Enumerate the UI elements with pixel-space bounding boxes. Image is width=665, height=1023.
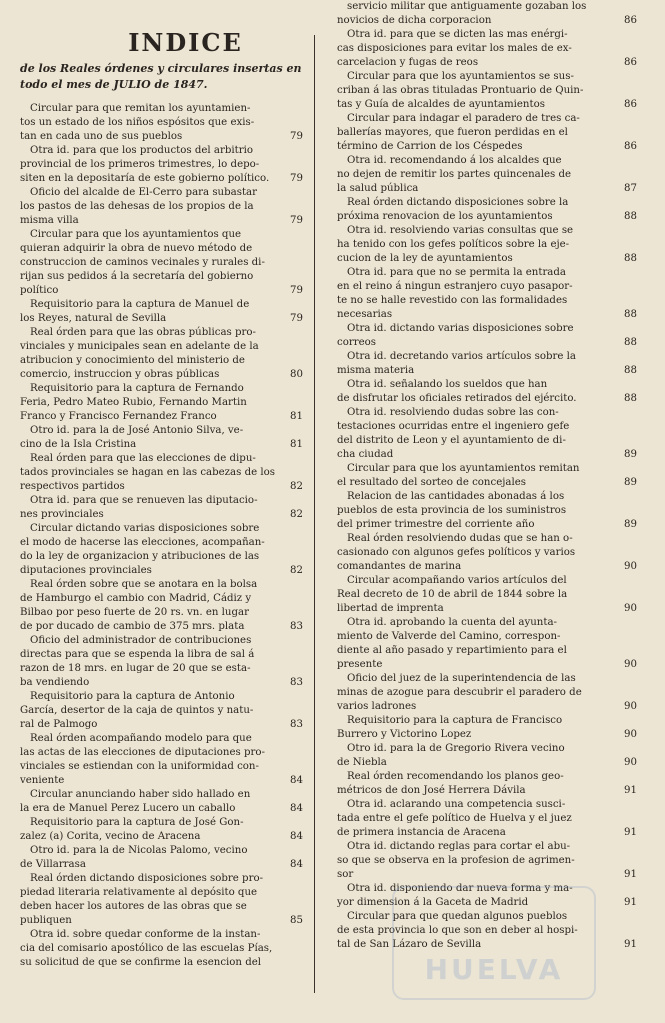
- entry-page-number: 89: [624, 519, 637, 530]
- column-divider: [314, 35, 315, 993]
- index-entry: [20, 690, 303, 732]
- index-entry: [337, 112, 637, 154]
- entry-page-number: 84: [290, 775, 303, 786]
- entry-page-number: 91: [624, 827, 637, 838]
- entry-description: Otra id. para que se dicten las mas enérgi- cas disposiciones para evitar los males de ex- carcelacion y fugas de reos: [337, 29, 572, 68]
- index-entry: [20, 186, 303, 228]
- entry-page-number: 91: [624, 939, 637, 950]
- index-entry: [337, 70, 637, 112]
- index-entry: [20, 452, 303, 494]
- right-column: [337, 0, 637, 952]
- index-entry: [337, 350, 637, 378]
- entry-page-number: 91: [624, 869, 637, 880]
- entry-page-number: 86: [624, 141, 637, 152]
- entry-description: Otra id. para que se renueven las diputacio- nes provinciales: [20, 495, 258, 520]
- entry-page-number: 84: [290, 803, 303, 814]
- index-entry: [337, 266, 637, 322]
- index-entry: [20, 102, 303, 144]
- entry-page-number: 79: [290, 313, 303, 324]
- index-entry: [20, 144, 303, 186]
- entry-page-number: 90: [624, 659, 637, 670]
- index-entry: [337, 616, 637, 672]
- entry-page-number: 81: [290, 411, 303, 422]
- entry-page-number: 88: [624, 365, 637, 376]
- index-entry: [337, 406, 637, 462]
- index-entry: [20, 928, 303, 970]
- entry-page-number: 84: [290, 831, 303, 842]
- archive-stamp-text: HUELVA: [424, 953, 564, 986]
- entry-page-number: 86: [624, 57, 637, 68]
- entry-page-number: 90: [624, 729, 637, 740]
- entry-description: Real órden para que las obras públicas pro- vinciales y municipales sean en adelante de la atribucion y conocimiento del ministerio de comercio, instruccion y obras públicas: [20, 327, 259, 380]
- entry-page-number: 83: [290, 677, 303, 688]
- index-entry: [337, 798, 637, 840]
- entry-page-number: 86: [624, 99, 637, 110]
- index-entry: [20, 788, 303, 816]
- entry-description: Requisitorio para la captura de Antonio García, desertor de la caja de quintos y natu- ral de Palmogo: [20, 691, 254, 730]
- index-entry: [20, 578, 303, 634]
- index-entry: [20, 494, 303, 522]
- entry-page-number: 85: [290, 915, 303, 926]
- entry-page-number: 79: [290, 173, 303, 184]
- index-entry: [20, 872, 303, 928]
- entry-description: Circular para que los ayuntamientos que quieran adquirir la obra de nuevo método de construccion de caminos vecinales y rurales di- rijan sus pedidos á la secretaría del gobierno político: [20, 229, 265, 296]
- entry-page-number: 88: [624, 253, 637, 264]
- index-entry: [20, 424, 303, 452]
- entry-page-number: 90: [624, 757, 637, 768]
- entry-description: Circular para que los ayuntamientos se sus- criban á las obras tituladas Prontuario de Quin- tas y Guía de alcaldes de ayuntamientos: [337, 71, 584, 110]
- entry-description: Otra id. disponiendo dar nueva forma y ma- yor dimension á la Gaceta de Madrid: [337, 883, 573, 908]
- entry-description: Real órden resolviendo dudas que se han o- casionado con algunos gefes políticos y varios comandantes de marina: [337, 533, 576, 572]
- index-entry: [337, 490, 637, 532]
- entry-description: Circular para que quedan algunos pueblos de esta provincia lo que son en deber al hospi- tal de San Lázaro de Sevilla: [337, 911, 578, 950]
- index-entry: [20, 298, 303, 326]
- index-entry: [337, 224, 637, 266]
- index-entry: [337, 532, 637, 574]
- entry-page-number: 91: [624, 897, 637, 908]
- index-entry: [337, 196, 637, 224]
- entry-description: Real órden recomendando los planos geo- métricos de don José Herrera Dávila: [337, 771, 564, 796]
- entry-page-number: 80: [290, 369, 303, 380]
- entry-description: Otro id. para la de José Antonio Silva, ve- cino de la Isla Cristina: [20, 425, 244, 450]
- entry-description: Otra id. señalando los sueldos que han de disfrutar los oficiales retirados del ejército.: [337, 379, 577, 404]
- entry-description: Otra id. para que los productos del arbitrio provincial de los primeros trimestres, lo depo- siten en la depositaría de este gobierno político.: [20, 145, 270, 184]
- entry-page-number: 89: [624, 449, 637, 460]
- index-entry: [20, 228, 303, 298]
- index-entry: [337, 28, 637, 70]
- entry-description: Circular acompañando varios artículos del Real decreto de 10 de abril de 1844 sobre la libertad de imprenta: [337, 575, 568, 614]
- entry-page-number: 83: [290, 719, 303, 730]
- entry-description: Circular para que remitan los ayuntamien- tos un estado de los niños espósitos que exis- tan en cada uno de sus pueblos: [20, 103, 255, 142]
- index-entry: [20, 816, 303, 844]
- index-entry: [337, 0, 637, 28]
- entry-description: Otro id. para la de Gregorio Rivera vecino de Niebla: [337, 743, 565, 768]
- index-entry: [337, 770, 637, 798]
- entry-description: Otra id. para que no se permita la entrada en el reino á ningun estranjero cuyo pasapor- te no se halle revestido con las formalidades necesarias: [337, 267, 573, 320]
- entry-description: Real órden sobre que se anotara en la bolsa de Hamburgo el cambio con Madrid, Cádiz y Bilbao por peso fuerte de 20 rs. vn. en lugar de por ducado de cambio de 375 mrs. plata: [20, 579, 258, 632]
- index-entry: [20, 382, 303, 424]
- entry-description: Otra id. aclarando una competencia susci- tada entre el gefe político de Huelva y el juez de primera instancia de Aracena: [337, 799, 572, 838]
- entry-description: Circular anunciando haber sido hallado en la era de Manuel Perez Lucero un caballo: [20, 789, 251, 814]
- index-entry: [20, 326, 303, 382]
- entry-page-number: 87: [624, 183, 637, 194]
- entry-page-number: 88: [624, 211, 637, 222]
- entry-page-number: 89: [624, 477, 637, 488]
- index-title: INDICE: [128, 28, 243, 57]
- archive-stamp: [392, 886, 596, 1000]
- index-entry: [337, 742, 637, 770]
- entry-page-number: 82: [290, 509, 303, 520]
- entry-description: Otra id. dictando varias disposiciones sobre correos: [337, 323, 574, 348]
- entry-description: Relacion de las cantidades abonadas á los pueblos de esta provincia de los suministros del primer trimestre del corriente año: [337, 491, 567, 530]
- index-entry: [337, 840, 637, 882]
- index-entry: [337, 714, 637, 742]
- entry-description: Otra id. recomendando á los alcaldes que no dejen de remitir los partes quincenales de la salud pública: [337, 155, 572, 194]
- entry-description: Otro id. para la de Nicolas Palomo, vecino de Villarrasa: [20, 845, 248, 870]
- entry-page-number: 82: [290, 565, 303, 576]
- entry-description: Requisitorio para la captura de José Gon- zalez (a) Corita, vecino de Aracena: [20, 817, 244, 842]
- entry-page-number: 88: [624, 309, 637, 320]
- entry-description: Circular para que los ayuntamientos remitan el resultado del sorteo de concejales: [337, 463, 580, 488]
- entry-page-number: 90: [624, 603, 637, 614]
- entry-page-number: 88: [624, 337, 637, 348]
- entry-description: Circular dictando varias disposiciones sobre el modo de hacerse las elecciones, acompañan- do la ley de organizacion y atribuciones de las diputaciones provinciales: [20, 523, 265, 576]
- entry-page-number: 82: [290, 481, 303, 492]
- entry-page-number: 84: [290, 859, 303, 870]
- left-column: [20, 0, 303, 970]
- entry-description: Otra id. resolviendo dudas sobre las con- testaciones ocurridas entre el ingeniero gefe del distrito de Leon y el ayuntamiento de di- cha ciudad: [337, 407, 570, 460]
- entry-page-number: 90: [624, 561, 637, 572]
- index-entry: [337, 462, 637, 490]
- entry-description: Real órden dictando disposiciones sobre la próxima renovacion de los ayuntamientos: [337, 197, 569, 222]
- index-entry: [337, 154, 637, 196]
- entry-page-number: 91: [624, 785, 637, 796]
- index-entry: [20, 732, 303, 788]
- entry-page-number: 79: [290, 131, 303, 142]
- entry-page-number: 79: [290, 215, 303, 226]
- index-entry: [20, 522, 303, 578]
- left-entry-list: [20, 102, 303, 970]
- index-entry: [337, 378, 637, 406]
- entry-page-number: 83: [290, 621, 303, 632]
- entry-page-number: 88: [624, 393, 637, 404]
- entry-description: Otra id. decretando varios artículos sobre la misma materia: [337, 351, 576, 376]
- right-entry-list: [337, 0, 637, 952]
- index-subtitle: de los Reales órdenes y circulares insertas en todo el mes de JULIO de 1847.: [20, 62, 302, 91]
- entry-description: Circular para indagar el paradero de tres ca- ballerías mayores, que fueron perdidas en el término de Carrion de los Céspedes: [337, 113, 580, 152]
- index-entry: [337, 322, 637, 350]
- entry-description: Otra id. dictando reglas para cortar el abu- so que se observa en la profesion de agrimen- sor: [337, 841, 575, 880]
- entry-description: Otra id. resolviendo varias consultas que se ha tenido con los gefes políticos sobre la eje- cucion de la ley de ayuntamientos: [337, 225, 574, 264]
- entry-page-number: 81: [290, 439, 303, 450]
- index-entry: [20, 634, 303, 690]
- entry-description: Real órden dictando disposiciones sobre pro- piedad literaria relativamente al depósito que deben hacer los autores de las obras que se publiquen: [20, 873, 264, 926]
- entry-description: Requisitorio para la captura de Fernando Feria, Pedro Mateo Rubio, Fernando Martin Franco y Francisco Fernandez Franco: [20, 383, 247, 422]
- index-entry: [337, 672, 637, 714]
- index-entry: [20, 844, 303, 872]
- entry-description: Otra id. aprobando la cuenta del ayunta- miento de Valverde del Camino, correspon- diente al año pasado y repartimiento para el presente: [337, 617, 567, 670]
- entry-description: Oficio del administrador de contribuciones directas para que se espenda la libra de sal á razon de 18 mrs. en lugar de 20 que se esta- ba vendiendo: [20, 635, 255, 688]
- entry-description: servicio militar que antiguamente gozaban los novicios de dicha corporacion: [337, 1, 587, 26]
- entry-description: Real órden acompañando modelo para que las actas de las elecciones de diputaciones pro- vinciales se estiendan con la uniformidad con- veniente: [20, 733, 265, 786]
- entry-description: Real órden para que las elecciones de dipu- tados provinciales se hagan en las cabezas de los respectivos partidos: [20, 453, 275, 492]
- entry-page-number: 79: [290, 285, 303, 296]
- entry-page-number: 86: [624, 15, 637, 26]
- index-entry: [337, 574, 637, 616]
- entry-description: Otra id. sobre quedar conforme de la instan- cia del comisario apostólico de las escuelas Pías, su solicitud de que se confirme la esencion del: [20, 929, 273, 968]
- entry-description: Requisitorio para la captura de Francisco Burrero y Victorino Lopez: [337, 715, 563, 740]
- entry-page-number: 90: [624, 701, 637, 712]
- entry-description: Oficio del alcalde de El-Cerro para subastar los pastos de las dehesas de los propios de la misma villa: [20, 187, 257, 226]
- entry-description: Oficio del juez de la superintendencia de las minas de azogue para descubrir el paradero de varios ladrones: [337, 673, 582, 712]
- entry-description: Requisitorio para la captura de Manuel de los Reyes, natural de Sevilla: [20, 299, 250, 324]
